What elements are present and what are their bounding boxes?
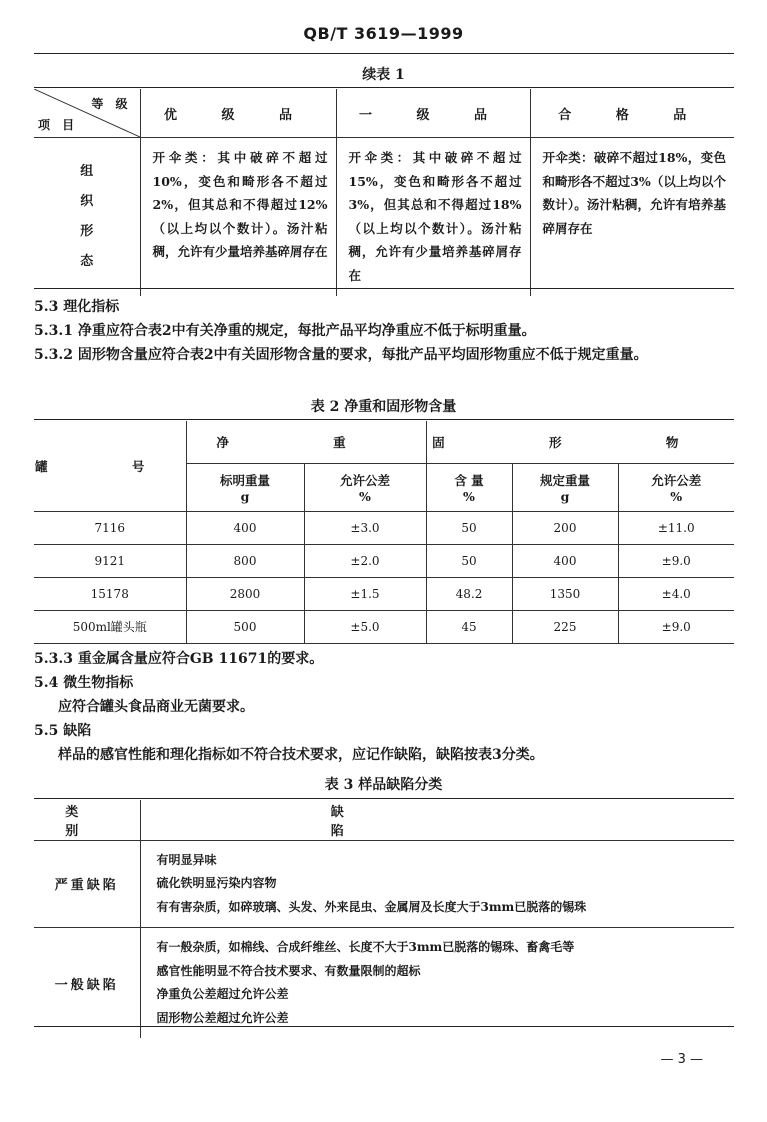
general-defect-list — [140, 928, 734, 1039]
list-item: 硫化铁明显污染内容物 — [156, 876, 277, 890]
table1-corner — [34, 89, 140, 138]
table-row: 15178 2800 ±1.5 48.2 1350 ±4.0 — [34, 577, 734, 610]
subheader-solids-tolerance: 允许公差 % — [618, 463, 734, 511]
subheader-specified-weight: 规定重量 g — [512, 463, 618, 511]
grade-header-qualified: 合 格 品 — [530, 89, 734, 138]
section-5-4-heading: 5.4 微生物指标 — [34, 675, 134, 691]
texture-first: 开伞类：其中破碎不超过15%，变色和畸形各不超过3%，但其总和不得超过18%（以上均以个数计）。汤汁粘稠，允许有少量培养基碎屑存在 — [336, 138, 530, 296]
section-5-3-heading: 5.3 理化指标 — [34, 299, 120, 315]
corner-grade-label: 等 级 — [91, 97, 132, 111]
solids-header: 固 形 物 — [426, 421, 734, 463]
table-row: 500ml罐头瓶 500 ±5.0 45 225 ±9.0 — [34, 610, 734, 643]
table1-caption: 续表 1 — [362, 67, 405, 83]
list-item: 有明显异味 — [156, 852, 217, 867]
list-item: 感官性能明显不符合技术要求、有数量限制的超标 — [156, 963, 421, 978]
para-5-3-1: 5.3.1 净重应符合表2中有关净重的规定，每批产品平均净重应不低于标明重量。 — [34, 323, 536, 339]
category-header: 类 别 — [34, 800, 140, 840]
texture-premium: 开伞类：其中破碎不超过10%，变色和畸形各不超过2%，但其总和不得超过12%（以上均以个数计）。汤汁粘稠，允许有少量培养基碎屑存在 — [140, 138, 336, 296]
para-5-3-2: 5.3.2 固形物含量应符合表2中有关固形物含量的要求，每批产品平均固形物重应不低于规定重量。 — [34, 347, 648, 363]
table2-top-rule — [34, 419, 734, 420]
table3-caption: 表 3 样品缺陷分类 — [324, 777, 443, 793]
row-label-texture: 组 织 形 态 — [80, 163, 94, 269]
table-row: 9121 800 ±2.0 50 400 ±9.0 — [34, 544, 734, 577]
page-number: — 3 — — [660, 1052, 703, 1067]
grade-header-premium: 优 级 品 — [140, 89, 336, 138]
severe-defect-label: 严重缺陷 — [34, 840, 140, 928]
table1 — [34, 89, 734, 296]
table2-caption: 表 2 净重和固形物含量 — [310, 399, 457, 415]
can-number-header: 罐 号 — [34, 421, 186, 511]
para-5-5: 样品的感官性能和理化指标如不符合技术要求，应记作缺陷，缺陷按表3分类。 — [58, 747, 544, 763]
table1-bottom-rule — [34, 288, 734, 289]
para-5-3-3: 5.3.3 重金属含量应符合GB 11671的要求。 — [34, 651, 324, 667]
corner-item-label: 项 目 — [38, 118, 79, 132]
section-5-5-heading: 5.5 缺陷 — [34, 723, 92, 739]
defect-header: 缺 陷 — [140, 800, 734, 840]
general-defect-label: 一般缺陷 — [54, 977, 119, 993]
list-item: 有有害杂质，如碎玻璃、头发、外来昆虫、金属屑及长度大于3mm已脱落的锡珠 — [156, 899, 587, 914]
table3-bottom-rule — [34, 1026, 734, 1027]
list-item: 有一般杂质，如棉线、合成纤维丝、长度不大于3mm已脱落的锡珠、畜禽毛等 — [156, 940, 575, 954]
standard-code: QB/T 3619—1999 — [303, 24, 464, 43]
header-rule — [34, 53, 734, 54]
subheader-net-tolerance: 允许公差 % — [304, 463, 426, 511]
subheader-labeled-weight: 标明重量 g — [186, 463, 304, 511]
table1-top-rule — [34, 87, 734, 88]
severe-defect-list — [140, 840, 734, 928]
list-item: 固形物公差超过允许公差 — [156, 1010, 289, 1025]
para-5-4: 应符合罐头食品商业无菌要求。 — [58, 699, 254, 715]
subheader-content: 含 量 % — [426, 463, 512, 511]
table-row: 7116 400 ±3.0 50 200 ±11.0 — [34, 511, 734, 544]
net-weight-header: 净 重 — [186, 421, 426, 463]
list-item: 净重负公差超过允许公差 — [156, 987, 289, 1001]
table3-top-rule — [34, 798, 734, 799]
table2 — [34, 421, 734, 644]
texture-qualified: 开伞类：破碎不超过18%，变色和畸形各不超过3%（以上均以个数计）。汤汁粘稠，允许有培养基碎屑存在 — [530, 138, 734, 296]
grade-header-first: 一 级 品 — [336, 89, 530, 138]
table3 — [34, 800, 734, 1038]
